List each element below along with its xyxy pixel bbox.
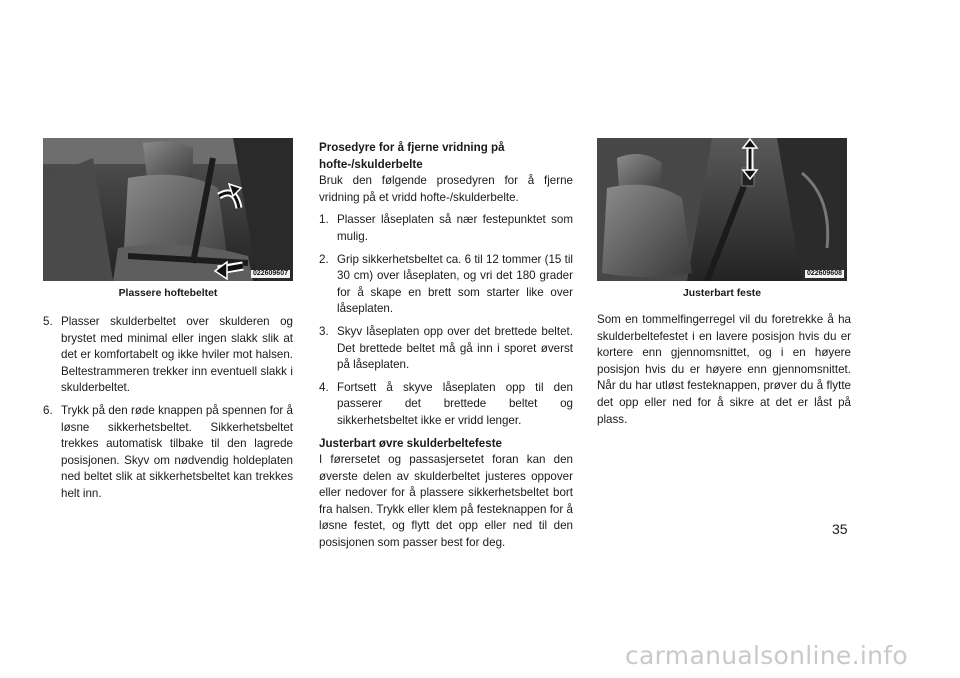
figure-code: 022609607 [252, 270, 288, 277]
figure-adjustable-anchor [597, 138, 847, 300]
rule-of-thumb-paragraph: Som en tommelfingerregel vil du foretrekke å ha skulderbeltefestet i en lavere posisjon hvis du er kortere enn gjennomsnittet, og i en høyere posisjon hvis du er høyere enn gjennomsnittet. Når du har utløst festeknappen, prøver du å flytte det opp eller ned for å sikre at det er låst på plass. [597, 313, 851, 426]
left-column [43, 138, 293, 509]
section-heading-adjustable: Justerbart øvre skulderbeltefeste [319, 436, 502, 450]
list-item: 6. Trykk på den røde knappen på spennen for å løsne sikkerhetsbeltet. Sikkerhetsbeltet trekkes automatisk tilbake til den lagrede posisjonen. Skyv om nødvendig holdeplaten ned beltet slik at sikkerhetsbeltet kan trekkes helt inn. [43, 403, 293, 500]
list-item: 3. Skyv låseplaten opp over det brettede beltet. Det brettede beltet må gå inn i sporet øverst på låseplaten. [319, 324, 573, 372]
intro-paragraph: Bruk den følgende prosedyren for å fjerne vridning på et vridd hofte-/skulderbelte. [319, 174, 573, 204]
adjustable-paragraph: I førersetet og passasjersetet foran kan den øverste delen av skulderbeltet justeres oppover eller nedover for å plassere sikkerhetsbeltet bort fra halsen. Trykk eller klem på festeknappen for å løsne festet, og flytt det opp eller ned til den posisjonen som passer best for deg. [319, 453, 573, 550]
section-heading: Prosedyre for å fjerne vridning på hofte-/skulderbelte [319, 141, 505, 171]
list-item: 2. Grip sikkerhetsbeltet ca. 6 til 12 tommer (15 til 30 cm) over låseplaten, og vri det 180 grader for å skape en brett som starter like over låseplaten. [319, 252, 573, 316]
middle-column [319, 140, 573, 558]
right-column [597, 138, 851, 434]
figure-code: 022609608 [806, 270, 842, 277]
figure-caption: Justerbart feste [683, 288, 761, 299]
watermark: carmanualsonline.info [625, 641, 908, 670]
list-item: 1. Plasser låseplaten så nær festepunktet som mulig. [319, 213, 573, 243]
seat-photo-anchor [597, 138, 847, 281]
steps-list-left [43, 314, 293, 503]
list-item: 4. Fortsett å skyve låseplaten opp til den passerer det brettede beltet og sikkerhetsbeltet ikke er vridd lenger. [319, 380, 573, 427]
list-item: 5. Plasser skulderbeltet over skulderen og brystet med minimal eller ingen slakk slik at det er komfortabelt og ikke hviler mot halsen. Beltestrammeren trekker inn eventuell slakk i skulderbeltet. [43, 315, 293, 395]
figure-caption: Plassere hoftebeltet [118, 288, 218, 299]
seat-photo-lap-belt [43, 138, 293, 281]
steps-list-middle [319, 212, 573, 429]
page-number: 35 [832, 521, 848, 537]
figure-lap-belt [43, 138, 293, 300]
